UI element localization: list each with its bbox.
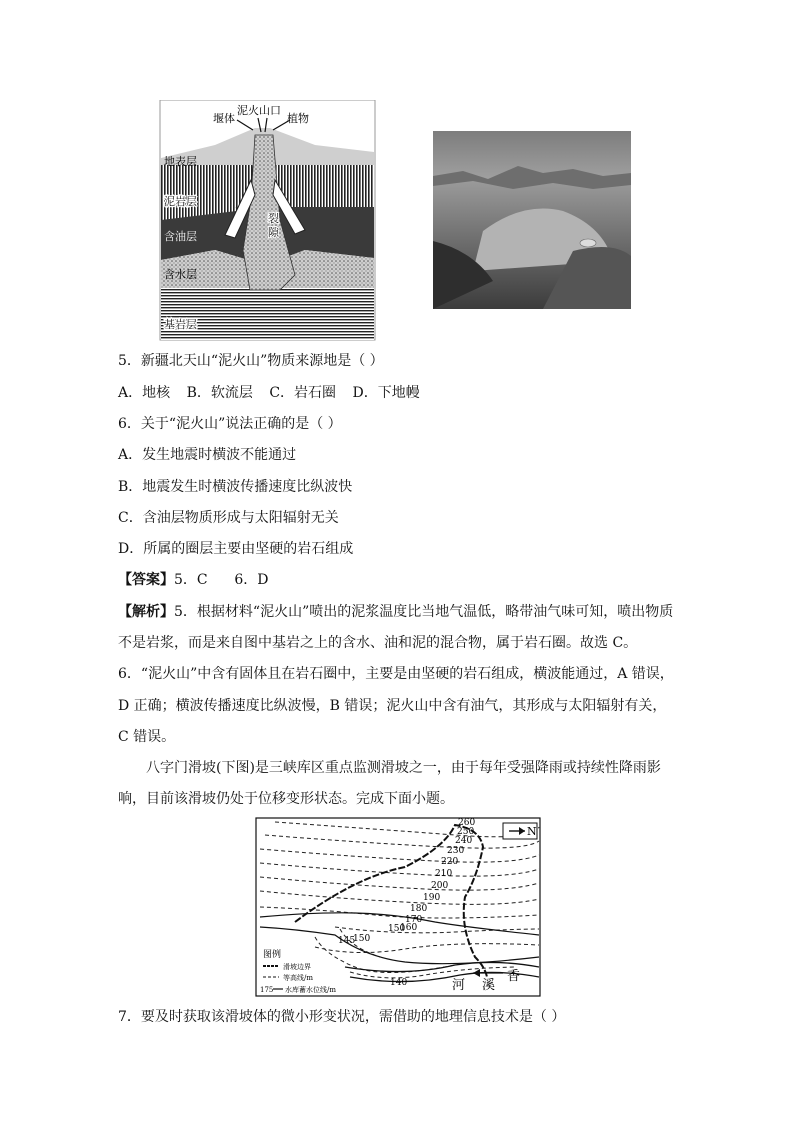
q5-option-a: A．地核 — [118, 385, 171, 401]
contour-label-210: 210 — [435, 869, 453, 879]
q5-option-b: B．软流层 — [186, 385, 253, 401]
mud-volcano-photo — [433, 131, 631, 309]
q5-option-c: C．岩石圈 — [269, 385, 337, 401]
analysis-line-5: C 错误。 — [118, 729, 176, 745]
contour-label-150a: 150 — [388, 924, 406, 934]
q6-option-b: B．地震发生时横波传播速度比纵波快 — [118, 479, 353, 495]
bedrock-layer-band — [161, 288, 374, 340]
legend-slide: 滑坡边界 — [283, 963, 311, 971]
landslide-contour-map — [255, 817, 542, 999]
analysis-tag: 【解析】 — [118, 604, 174, 620]
legend-title: 图例 — [263, 950, 282, 960]
answer-text: 5．C 6．D — [174, 572, 269, 588]
q5-option-d: D．下地幔 — [352, 385, 420, 401]
river-label-1: 河 — [452, 978, 466, 993]
contour-label-250: 250 — [457, 827, 475, 837]
q7-stem: 7．要及时获取该滑坡体的微小形变状况，需借助的地理信息技术是（ ） — [118, 1009, 566, 1025]
contour-label-200: 200 — [431, 881, 449, 891]
contour-label-190: 190 — [423, 893, 441, 903]
contour-label-220: 220 — [441, 857, 459, 867]
plant-label: 植物 — [287, 112, 309, 125]
contour-label-150b: 150 — [353, 934, 371, 944]
north-label: N — [527, 825, 537, 838]
answer-line — [118, 570, 268, 590]
contour-label-160: 160 — [400, 923, 418, 933]
contour-label-140: 140 — [390, 978, 408, 988]
q6-option-a: A．发生地震时横波不能通过 — [118, 447, 297, 463]
q5-stem: 5．新疆北天山“泥火山”物质来源地是（ ） — [118, 353, 384, 369]
contour-label-240: 240 — [455, 836, 473, 846]
legend-water-value: 175 — [260, 986, 274, 994]
q5-options — [118, 383, 420, 403]
q6-stem: 6．关于“泥火山”说法正确的是（ ） — [118, 416, 342, 432]
analysis-text-1: 5．根据材料“泥火山”喷出的泥浆温度比当地气温低，略带油气味可知，喷出物质 — [174, 604, 674, 620]
contour-label-170: 170 — [405, 915, 423, 925]
fissure-label-2: 隙 — [268, 226, 279, 239]
xiang-label: 香 — [507, 969, 521, 984]
river-label-2: 溪 — [482, 978, 496, 993]
analysis-line-4: D 正确；横波传播速度比纵波慢，B 错误；泥火山中含有油气，其形成与太阳辐射有关， — [118, 698, 667, 714]
crater-label: 泥火山口 — [237, 104, 281, 117]
q6-option-d: D．所属的圈层主要由坚硬的岩石组成 — [118, 541, 354, 557]
oil-label: 含油层 — [164, 230, 197, 243]
passage-line-2: 响，目前该滑坡仍处于位移变形状态。完成下面小题。 — [118, 791, 454, 807]
bedrock-label: 基岩层 — [164, 318, 197, 331]
passage-line-1: 八字门滑坡(下图)是三峡库区重点监测滑坡之一，由于每年受强降雨或持续性降雨影 — [146, 760, 661, 776]
fissure-label-1: 裂 — [268, 212, 279, 225]
contour-label-260: 260 — [458, 818, 476, 828]
legend-water: 水库蓄水位线/m — [285, 986, 336, 994]
mudrock-label: 泥岩层 — [164, 195, 197, 208]
water-label: 含水层 — [164, 268, 197, 281]
mud-volcano-diagram — [155, 100, 377, 342]
analysis-line-3: 6．“泥火山”中含有固体且在岩石圈中，主要是由坚硬的岩石组成，横波能通过，A 错误， — [118, 666, 674, 682]
contour-label-145: 145 — [338, 936, 356, 946]
legend-contour: 等高线/m — [283, 974, 313, 982]
analysis-line-1 — [118, 602, 673, 622]
contour-label-230: 230 — [447, 846, 465, 856]
q6-option-c: C．含油层物质形成与太阳辐射无关 — [118, 510, 339, 526]
surface-label: 地表层 — [164, 155, 197, 168]
contour-label-180: 180 — [410, 904, 428, 914]
dam-label: 堰体 — [213, 112, 235, 125]
answer-tag: 【答案】 — [118, 572, 174, 588]
analysis-line-2: 不是岩浆，而是来自图中基岩之上的含水、油和泥的混合物，属于岩石圈。故选 C。 — [118, 635, 638, 651]
